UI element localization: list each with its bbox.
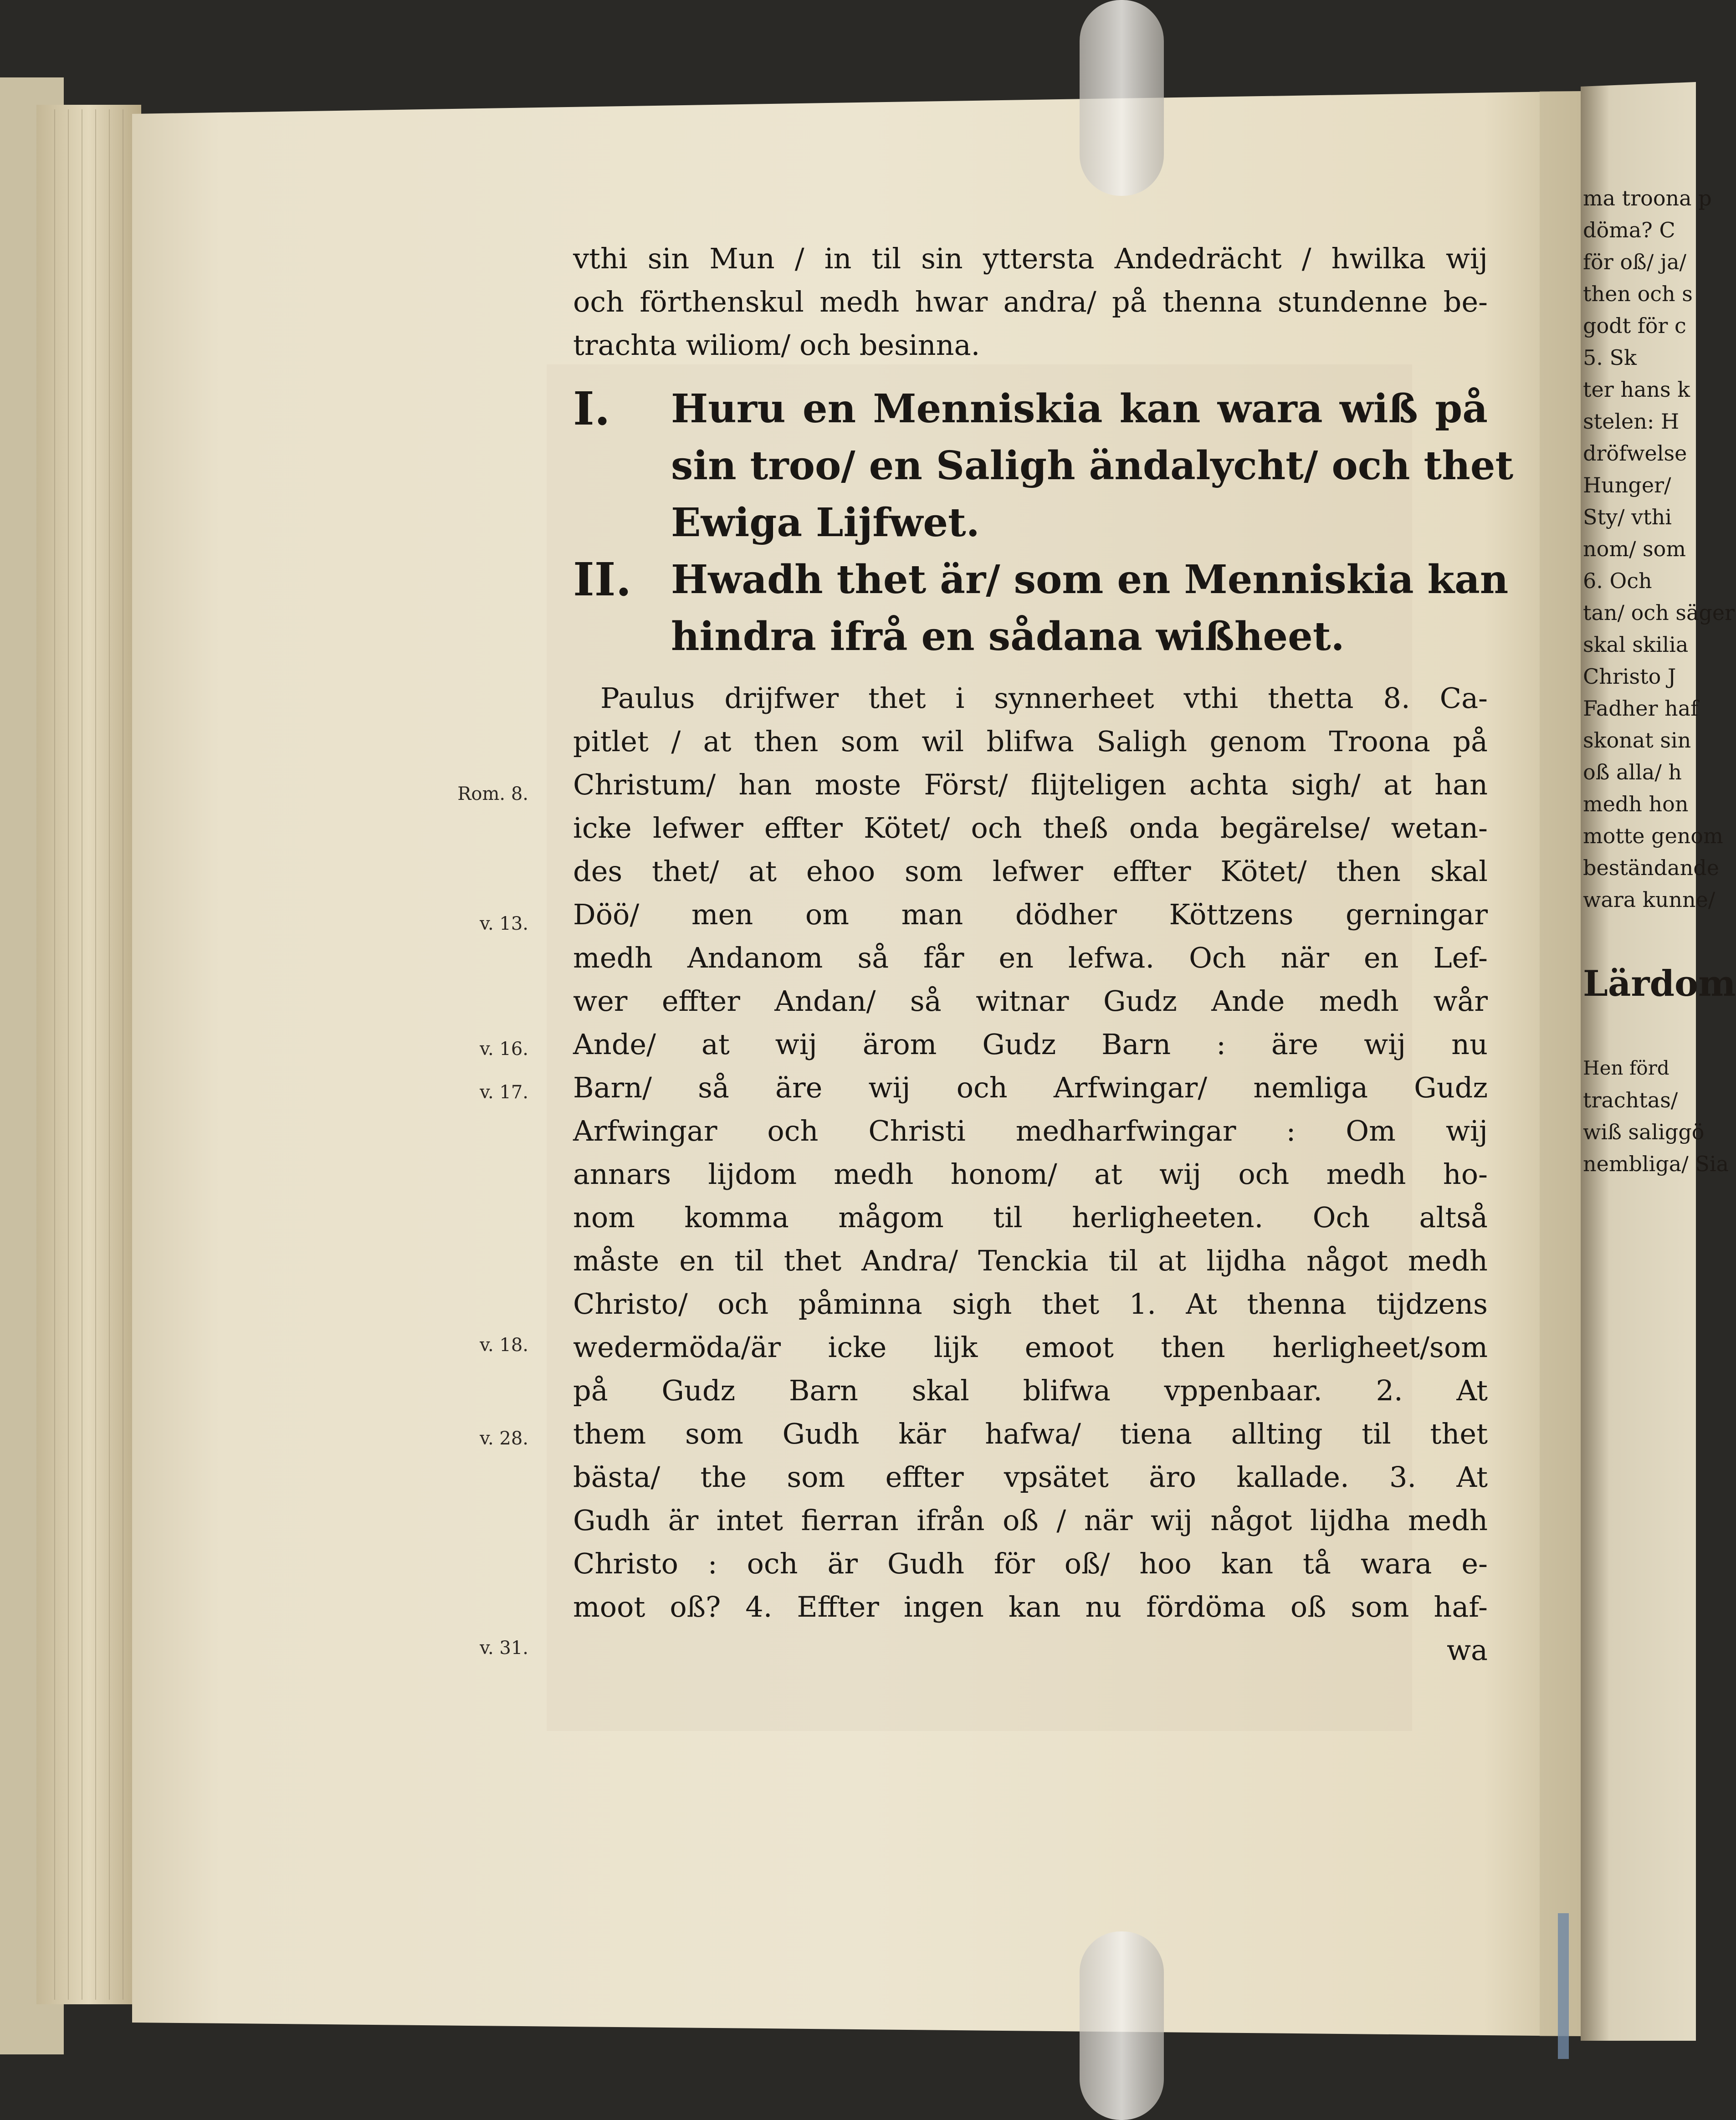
margin-note: v. 13. — [480, 913, 528, 934]
facing-line: tan/ och säger — [1583, 600, 1735, 625]
heading-1 — [573, 380, 1488, 437]
text-line: des thet/ at ehoo som lefwer effter Kötet/ then skal — [573, 855, 1488, 888]
facing-line: wiß saliggö — [1583, 1120, 1705, 1144]
facing-line: dröfwelse — [1583, 441, 1687, 466]
text-line: moot oß? 4. Effter ingen kan nu fördöma oß som haf- — [573, 1590, 1488, 1623]
text-line: och förthenskul medh hwar andra/ på thenna stundenne be- — [573, 285, 1488, 318]
facing-line: nom/ som — [1583, 537, 1686, 561]
text-line: Gudh är intet fierran ifrån oß / när wij något lijdha medh — [573, 1504, 1488, 1537]
text-line: Paulus drijfwer thet i synnerheet vthi thetta 8. Ca- — [600, 681, 1488, 715]
facing-line: 5. Sk — [1583, 345, 1637, 370]
text-line: nom komma mågom til herligheeten. Och altså — [573, 1201, 1488, 1234]
text-line: Christo : och är Gudh för oß/ hoo kan tå wara e- — [573, 1547, 1488, 1580]
text-line: Barn/ så äre wij och Arfwingar/ nemliga Gudz — [573, 1071, 1488, 1104]
facing-page-text — [1583, 182, 1736, 1180]
facing-heading: Lärdom — [1583, 963, 1736, 1004]
facing-line: nembliga/ Sia — [1583, 1152, 1729, 1176]
text-line: på Gudz Barn skal blifwa vppenbaar. 2. At — [573, 1374, 1488, 1407]
facing-line: oß alla/ h — [1583, 760, 1682, 784]
text-line: vthi sin Mun / in til sin yttersta Andedrächt / hwilka wij — [573, 242, 1488, 275]
facing-line: Fadher haf — [1583, 696, 1699, 721]
facing-line: ter hans k — [1583, 377, 1690, 402]
facing-line: Sty/ vthi — [1583, 505, 1672, 529]
text-line: Christo/ och påminna sigh thet 1. At thenna tijdzens — [573, 1287, 1488, 1321]
text-line: wer effter Andan/ så witnar Gudz Ande medh wår — [573, 984, 1488, 1018]
facing-line: döma? C — [1583, 218, 1675, 242]
facing-line: skonat sin — [1583, 728, 1691, 753]
facing-line: trachtas/ — [1583, 1088, 1678, 1112]
text-line: icke lefwer effter Kötet/ och theß onda begärelse/ wetan- — [573, 811, 1488, 845]
text-line: bästa/ the som effter vpsätet äro kallade. 3. At — [573, 1460, 1488, 1494]
text-line: annars lijdom medh honom/ at wij och medh ho- — [573, 1157, 1488, 1191]
text-line: wedermöda/är icke lijk emoot then herligheet/som — [573, 1331, 1488, 1364]
facing-line: skal skilia — [1583, 632, 1689, 657]
margin-note: v. 18. — [480, 1335, 528, 1356]
facing-line: beständande — [1583, 855, 1719, 880]
facing-line: Hen förd — [1583, 1057, 1669, 1079]
margin-note: v. 16. — [480, 1039, 528, 1060]
facing-line: motte genom — [1583, 824, 1723, 848]
heading-line: sin troo/ en Saligh ändalycht/ och thet — [671, 443, 1514, 489]
facing-line: medh hon — [1583, 792, 1689, 816]
text-line: måste en til thet Andra/ Tenckia til at lijdha något medh — [573, 1244, 1488, 1277]
facing-line: Hunger/ — [1583, 473, 1671, 497]
margin-note: v. 31. — [480, 1638, 528, 1659]
facing-line: wara kunne/ — [1583, 887, 1716, 912]
catchword: wa — [1446, 1634, 1488, 1667]
facing-line: Christo J — [1583, 664, 1676, 689]
facing-line: 6. Och — [1583, 568, 1652, 593]
text-line: trachta wiliom/ och besinna. — [573, 328, 980, 362]
margin-note: v. 17. — [480, 1082, 528, 1103]
page-text — [573, 237, 1514, 1672]
facing-line: godt för c — [1583, 313, 1686, 338]
heading-2 — [573, 551, 1509, 608]
facing-line: stelen: H — [1583, 409, 1680, 434]
facing-line: then och s — [1583, 282, 1693, 306]
heading-line: Hwadh thet är/ som en Menniskia kan — [671, 557, 1509, 603]
text-line: pitlet / at then som wil blifwa Saligh genom Troona på — [573, 725, 1488, 758]
text-line: Döö/ men om man dödher Köttzens gerningar — [573, 898, 1488, 931]
text-line: medh Andanom så får en lefwa. Och när en Lef- — [573, 941, 1488, 974]
facing-line: för oß/ ja/ — [1583, 250, 1687, 274]
text-line: Ande/ at wij ärom Gudz Barn : äre wij nu — [573, 1028, 1488, 1061]
heading-line: hindra ifrå en sådana wißheet. — [671, 614, 1345, 660]
text-line: them som Gudh kär hafwa/ tiena allting til thet — [573, 1417, 1488, 1450]
margin-note: v. 28. — [480, 1428, 528, 1449]
facing-line: ma troona p — [1583, 186, 1712, 210]
margin-note: Rom. 8. — [457, 783, 528, 804]
heading-number: II. — [573, 553, 632, 606]
heading-line: Huru en Menniskia kan wara wiß på — [671, 386, 1488, 432]
text-line: Christum/ han moste Först/ flijteligen achta sigh/ at han — [573, 768, 1488, 801]
heading-number: I. — [573, 382, 610, 435]
heading-line: Ewiga Lijfwet. — [671, 500, 980, 546]
text-line: Arfwingar och Christi medharfwingar : Om wij — [573, 1114, 1488, 1147]
